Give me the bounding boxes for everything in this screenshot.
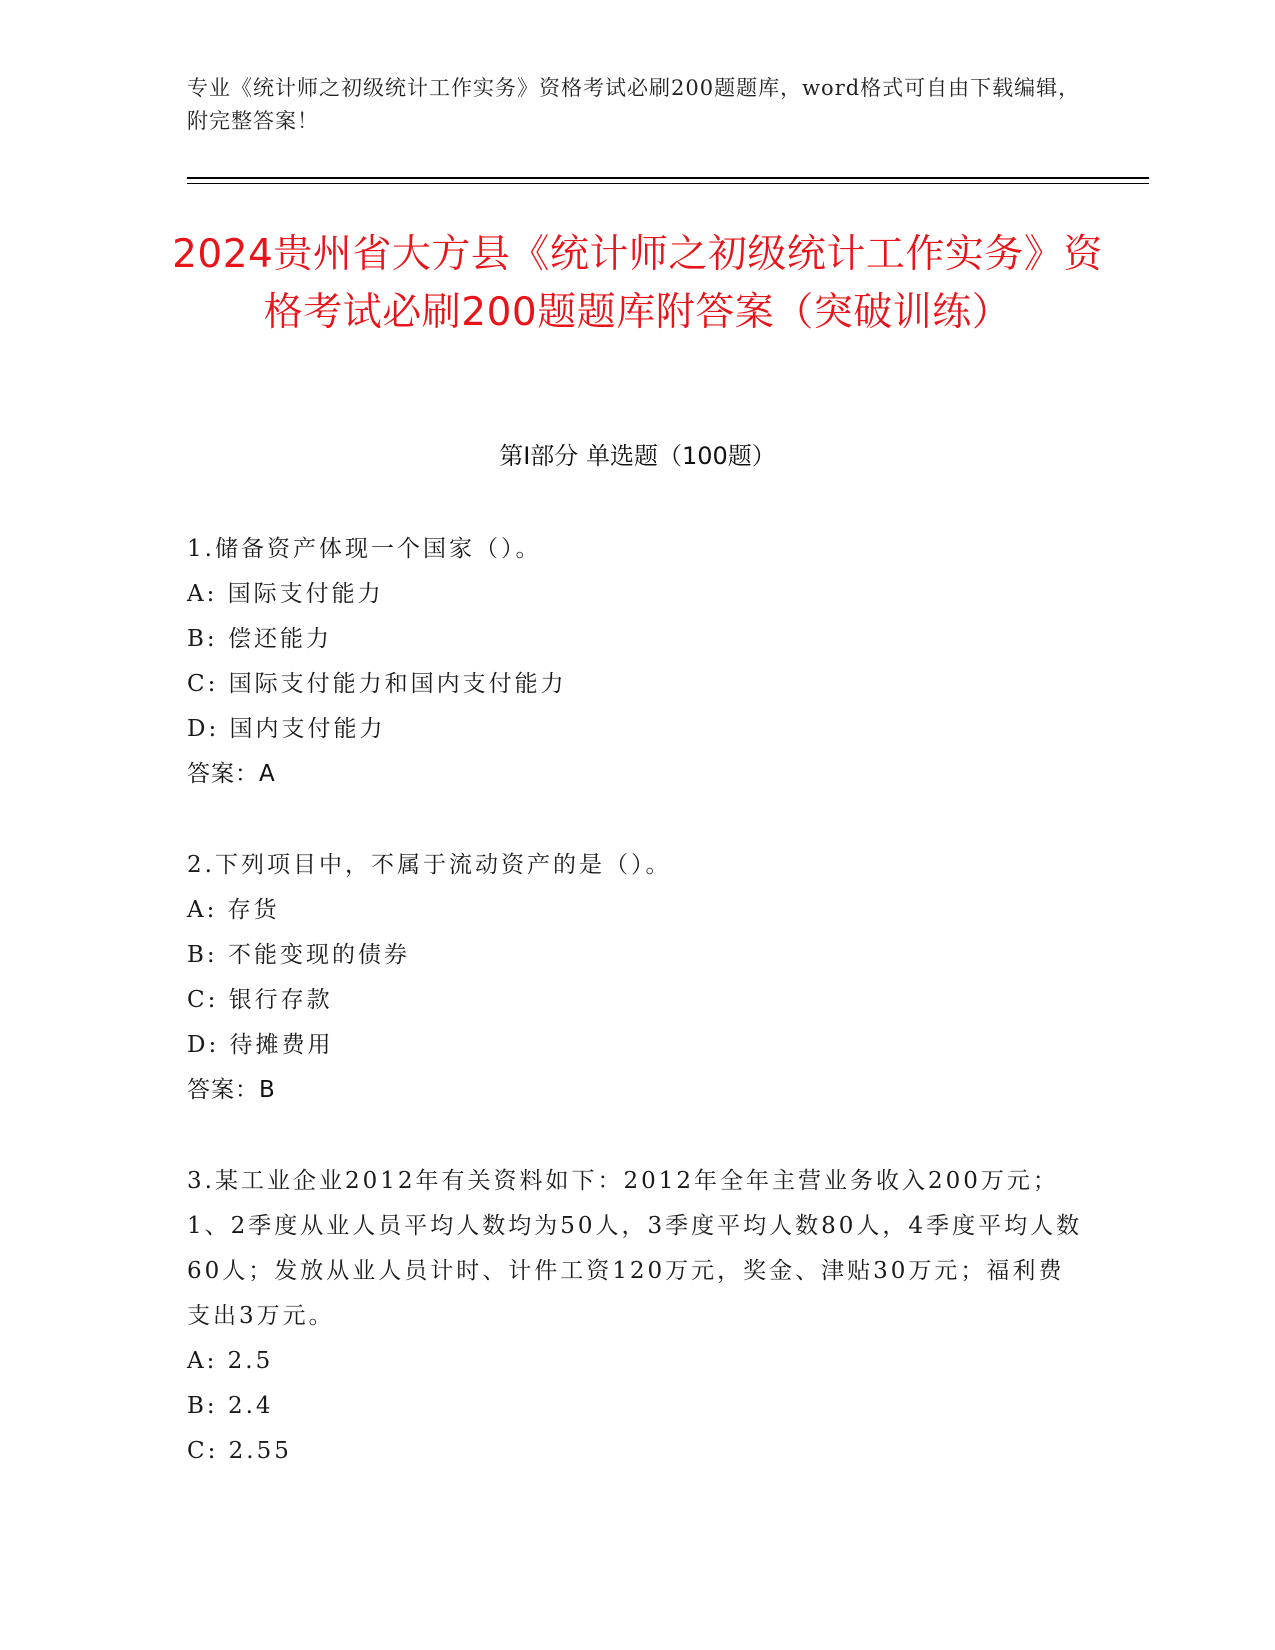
option-b: B: 2.4 bbox=[187, 1393, 274, 1419]
header-note: 专业《统计师之初级统计工作实务》资格考试必刷200题题库，word格式可自由下载编辑，附完整答案！ bbox=[187, 76, 1081, 133]
option-a: A: 2.5 bbox=[187, 1348, 274, 1374]
question-3 bbox=[187, 1159, 1087, 1474]
header-divider-thin bbox=[187, 183, 1149, 184]
option-d: D: 待摊费用 bbox=[187, 1032, 334, 1058]
question-stem: 2.下列项目中，不属于流动资产的是（）。 bbox=[187, 852, 672, 878]
option-d: D: 国内支付能力 bbox=[187, 716, 386, 742]
option-c: C: 国际支付能力和国内支付能力 bbox=[187, 671, 567, 697]
option-b: B: 不能变现的债券 bbox=[187, 942, 410, 968]
header-divider-thick bbox=[187, 177, 1149, 179]
question-1 bbox=[187, 527, 1087, 797]
option-c: C: 银行存款 bbox=[187, 987, 333, 1013]
question-2 bbox=[187, 843, 1087, 1113]
option-a: A: 存货 bbox=[187, 897, 280, 923]
section-title: 第I部分 单选题（100题） bbox=[499, 442, 776, 470]
question-stem: 1.储备资产体现一个国家（）。 bbox=[187, 536, 542, 562]
option-c: C: 2.55 bbox=[187, 1438, 292, 1464]
option-a: A: 国际支付能力 bbox=[187, 581, 384, 607]
option-b: B: 偿还能力 bbox=[187, 626, 332, 652]
answer: 答案：B bbox=[187, 1077, 276, 1103]
question-stem: 3.某工业企业2012年有关资料如下：2012年全年主营业务收入200万元；1、2季度从业人员平均人数均为50人，3季度平均人数80人，4季度平均人数60人；发放从业人员计时、计件工资120万元，奖金、津贴30万元；福利费支出3万元。 bbox=[187, 1168, 1083, 1329]
answer: 答案：A bbox=[187, 761, 276, 787]
document-title: 2024贵州省大方县《统计师之初级统计工作实务》资格考试必刷200题题库附答案（突破训练） bbox=[172, 232, 1103, 335]
question-list bbox=[187, 527, 1087, 1520]
